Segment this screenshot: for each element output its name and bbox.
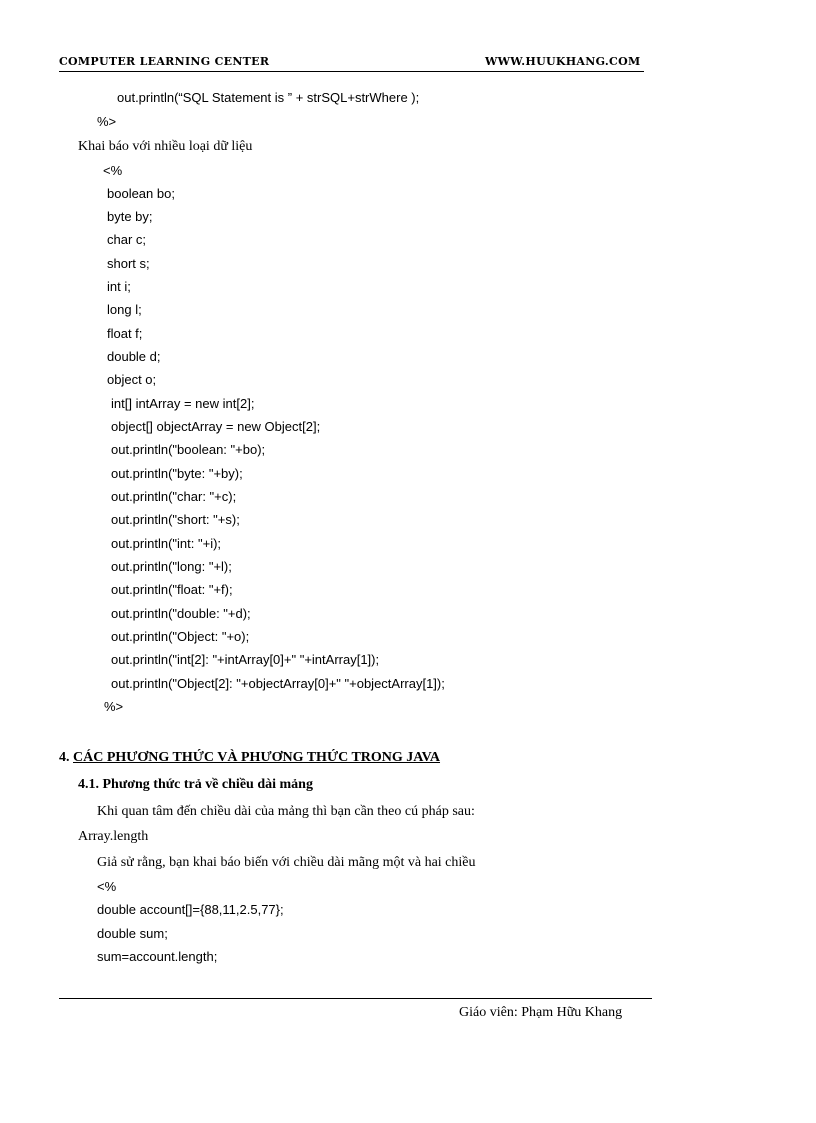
code-line: out.println(“SQL Statement is ” + strSQL+strWhere );: [117, 90, 420, 105]
body-text: Khi quan tâm đến chiều dài của mảng thì bạn cần theo cú pháp sau:: [97, 804, 475, 819]
section-heading: [59, 750, 440, 766]
code-line: out.println("boolean: "+bo);: [111, 442, 266, 457]
code-line: double account[]={88,11,2.5,77};: [97, 902, 284, 917]
code-line: <%: [103, 163, 123, 178]
code-line: long l;: [107, 302, 142, 317]
code-line: short s;: [107, 256, 150, 271]
section-title: CÁC PHƯƠNG THỨC VÀ PHƯƠNG THỨC TRONG JAVA: [73, 750, 441, 765]
code-line: out.println("int: "+i);: [111, 536, 222, 551]
code-line: int[] intArray = new int[2];: [111, 396, 255, 411]
code-line: out.println("byte: "+by);: [111, 466, 243, 481]
code-line: object o;: [107, 372, 157, 387]
code-line: out.println("short: "+s);: [111, 512, 240, 527]
code-line: %>: [97, 114, 117, 129]
code-line: object[] objectArray = new Object[2];: [111, 419, 321, 434]
body-text: Array.length: [78, 829, 149, 844]
footer-text: Giáo viên: Phạm Hữu Khang: [459, 1005, 623, 1020]
code-line: boolean bo;: [107, 186, 175, 201]
code-line: char c;: [107, 232, 147, 247]
subsection-heading: 4.1. Phương thức trả về chiều dài mảng: [78, 777, 313, 792]
code-line: out.println("int[2]: "+intArray[0]+" "+intArray[1]);: [111, 652, 380, 667]
code-line: out.println("long: "+l);: [111, 559, 232, 574]
code-line: sum=account.length;: [97, 949, 218, 964]
code-line: out.println("Object: "+o);: [111, 629, 250, 644]
code-line: out.println("Object[2]: "+objectArray[0]+" "+objectArray[1]);: [111, 676, 445, 691]
body-text: Khai báo với nhiều loại dữ liệu: [78, 139, 253, 154]
header-right: WWW.HUUKHANG.COM: [485, 55, 641, 68]
code-line: out.println("char: "+c);: [111, 489, 237, 504]
code-line: <%: [97, 879, 117, 894]
code-line: double sum;: [97, 926, 168, 941]
footer-divider: [59, 998, 652, 999]
code-line: %>: [104, 699, 124, 714]
code-line: int i;: [107, 279, 131, 294]
body-text: Giả sử rằng, bạn khai báo biến với chiều dài mãng một và hai chiều: [97, 855, 476, 870]
code-line: float f;: [107, 326, 143, 341]
code-line: out.println("float: "+f);: [111, 582, 233, 597]
code-line: double d;: [107, 349, 161, 364]
code-line: out.println("double: "+d);: [111, 606, 251, 621]
header-left: COMPUTER LEARNING CENTER: [59, 55, 270, 68]
code-line: byte by;: [107, 209, 153, 224]
header-divider: [59, 71, 644, 72]
section-number: 4.: [59, 750, 70, 765]
